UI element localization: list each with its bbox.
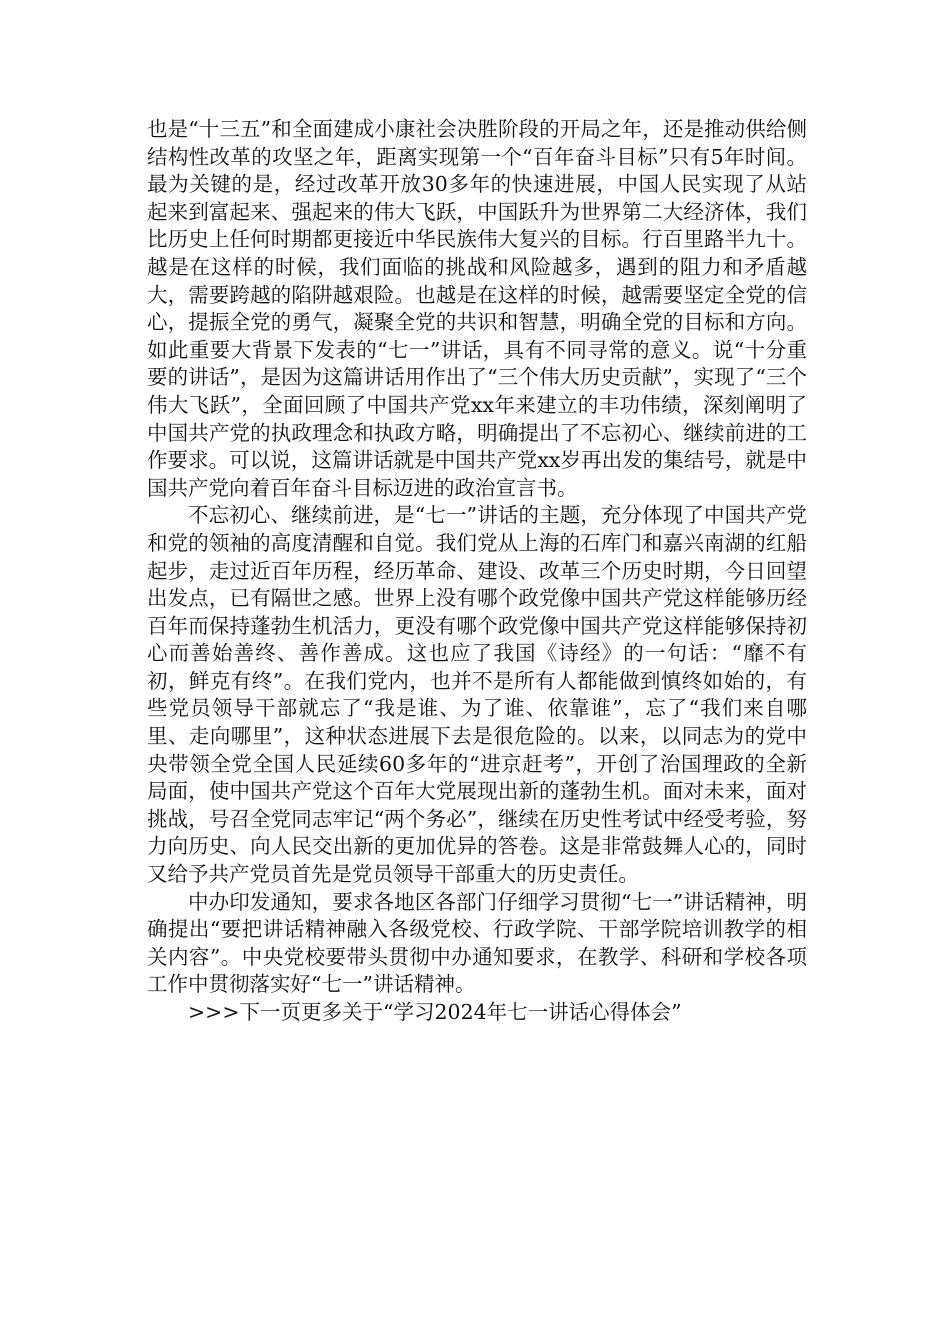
next-page-link[interactable]: >>>下一页更多关于“学习2024年七一讲话心得体会” [188,1000,682,1024]
paragraph-3: 中办印发通知，要求各地区各部门仔细学习贯彻“七一”讲话精神，明确提出“要把讲话精神融入各级党校、行政学院、干部学院培训教学的相关内容”。中央党校要带头贯彻中办通知要求，在教学、科研和学校各项工作中贯彻落实好“七一”讲话精神。 [147,889,807,997]
paragraph-2: 不忘初心、继续前进，是“七一”讲话的主题，充分体现了中国共产党和党的领袖的高度清醒和自觉。我们党从上海的石库门和嘉兴南湖的红船起步，走过近百年历程，经历革命、建设、改革三个历史时期，今日回望出发点，已有隔世之感。世界上没有哪个政党像中国共产党这样能够历经百年而保持蓬勃生机活力，更没有哪个政党像中国共产党这样能够保持初心而善始善终、善作善成。这也应了我国《诗经》的一句话：“靡不有初，鲜克有终”。在我们党内，也并不是所有人都能做到慎终如始的，有些党员领导干部就忘了“我是谁、为了谁、依靠谁”，忘了“我们来自哪里、走向哪里”，这种状态进展下去是很危险的。以来，以同志为的党中央带领全党全国人民延续60多年的“进京赶考”，开创了治国理政的全新局面，使中国共产党这个百年大党展现出新的蓬勃生机。面对未来，面对挑战，号召全党同志牢记“两个务必”，继续在历史性考试中经受考验，努力向历史、向人民交出新的更加优异的答卷。这是非常鼓舞人心的，同时又给予共产党员首先是党员领导干部重大的历史责任。 [147,503,807,887]
paragraph-1: 也是“十三五”和全面建成小康社会决胜阶段的开局之年，还是推动供给侧结构性改革的攻坚之年，距离实现第一个“百年奋斗目标”只有5年时间。最为关键的是，经过改革开放30多年的快速进展，中国人民实现了从站起来到富起来、强起来的伟大飞跃，中国跃升为世界第二大经济体，我们比历史上任何时期都更接近中华民族伟大复兴的目标。行百里路半九十。越是在这样的时候，我们面临的挑战和风险越多，遇到的阻力和矛盾越大，需要跨越的陷阱越艰险。也越是在这样的时候，越需要坚定全党的信心，提振全党的勇气，凝聚全党的共识和智慧，明确全党的目标和方向。如此重要大背景下发表的“七一”讲话，具有不同寻常的意义。说“十分重要的讲话”，是因为这篇讲话用作出了“三个伟大历史贡献”，实现了“三个伟大飞跃”，全面回顾了中国共产党xx年来建立的丰功伟绩，深刻阐明了中国共产党的执政理念和执政方略，明确提出了不忘初心、继续前进的工作要求。可以说，这篇讲话就是中国共产党xx岁再出发的集结号，就是中国共产党向着百年奋斗目标迈进的政治宣言书。 [147,117,807,500]
document-body [147,116,807,1027]
